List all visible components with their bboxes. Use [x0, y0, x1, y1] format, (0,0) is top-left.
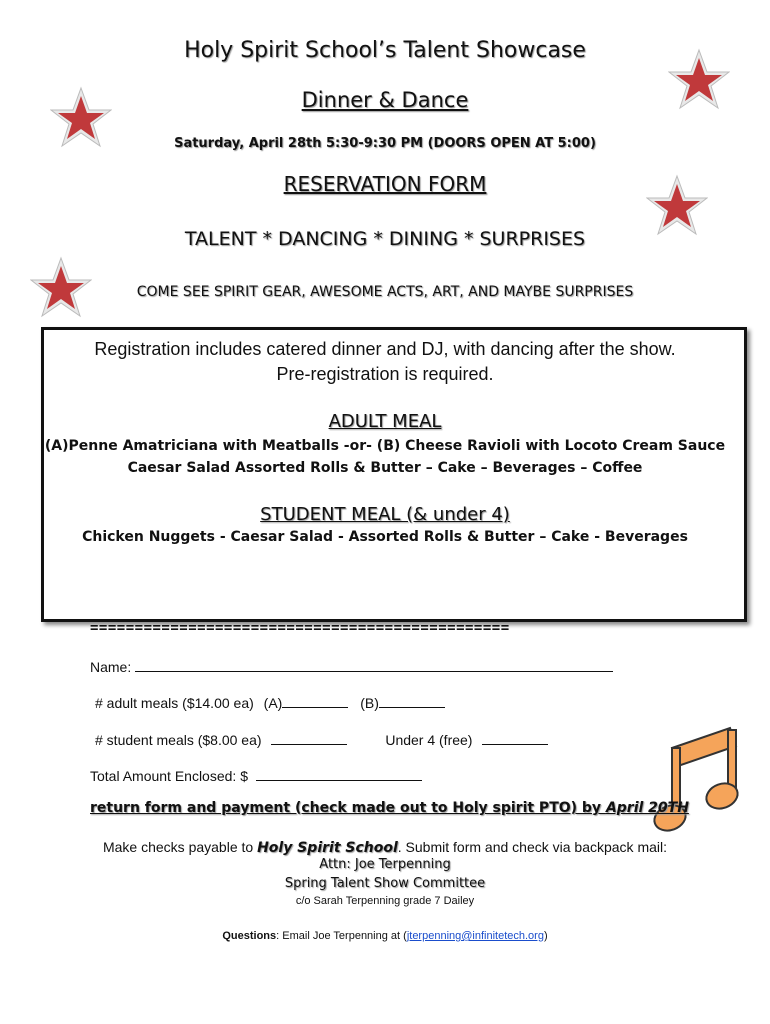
- payable-suffix: . Submit form and check via backpack mail:: [397, 839, 668, 855]
- separator: ===============================================: [90, 620, 510, 636]
- total-field[interactable]: [256, 766, 422, 781]
- questions-text: : Email Joe Terpenning at (: [276, 930, 407, 942]
- come-see-text: COME SEE SPIRIT GEAR, AWESOME ACTS, ART, AND MAYBE SURPRISES: [136, 284, 634, 300]
- option-b-field[interactable]: [379, 693, 445, 708]
- adult-meals-row: [95, 693, 445, 711]
- total-label: Total Amount Enclosed: $: [90, 768, 248, 784]
- name-row: [90, 657, 613, 675]
- return-text: return form and payment (check made out to Holy spirit PTO) by: [90, 800, 606, 816]
- adult-meals-label: # adult meals ($14.00 ea): [95, 695, 254, 711]
- student-meals-label: # student meals ($8.00 ea): [95, 732, 262, 748]
- option-a-field[interactable]: [282, 693, 348, 708]
- student-meal-heading: STUDENT MEAL (& under 4): [260, 504, 510, 525]
- adult-meal-heading: ADULT MEAL: [328, 411, 442, 432]
- return-instructions: [90, 800, 689, 816]
- student-meals-row: [95, 730, 548, 748]
- email-link[interactable]: jterpenning@infinitetech.org: [406, 930, 544, 942]
- page-title: Holy Spirit School’s Talent Showcase: [184, 38, 586, 63]
- return-deadline: April 20TH: [605, 800, 689, 816]
- name-label: Name:: [90, 659, 132, 675]
- registration-line-2: Pre-registration is required.: [276, 364, 494, 384]
- event-subtitle: Dinner & Dance: [301, 88, 469, 112]
- option-b-label: (B): [360, 695, 379, 711]
- music-note-icon: [648, 726, 744, 838]
- adult-meal-options: (A)Penne Amatriciana with Meatballs -or- (B) Cheese Ravioli with Locoto Cream Sauce: [44, 438, 726, 454]
- committee-line: Spring Talent Show Committee: [284, 876, 486, 891]
- tagline: TALENT * DANCING * DINING * SURPRISES: [184, 228, 586, 250]
- under4-field[interactable]: [482, 730, 548, 745]
- student-meals-field[interactable]: [271, 730, 347, 745]
- form-title: RESERVATION FORM: [283, 172, 487, 196]
- option-a-label: (A): [263, 695, 283, 711]
- payable-name: Holy Spirit School: [257, 840, 398, 856]
- questions-line: [0, 930, 770, 942]
- care-of-line: c/o Sarah Terpenning grade 7 Dailey: [295, 895, 475, 907]
- adult-meal-sides: Caesar Salad Assorted Rolls & Butter – Cake – Beverages – Coffee: [127, 460, 643, 476]
- student-meal-items: Chicken Nuggets - Caesar Salad - Assorted Rolls & Butter – Cake - Beverages: [82, 529, 688, 545]
- payable-line: [0, 839, 770, 856]
- registration-line-1: Registration includes catered dinner and DJ, with dancing after the show.: [94, 339, 676, 359]
- attention-line: Attn: Joe Terpenning: [319, 857, 451, 872]
- total-row: [90, 766, 422, 784]
- questions-close: ): [543, 930, 548, 942]
- event-date: Saturday, April 28th 5:30-9:30 PM (DOORS OPEN AT 5:00): [174, 136, 596, 151]
- name-field[interactable]: [135, 657, 613, 672]
- under4-label: Under 4 (free): [385, 732, 473, 748]
- payable-prefix: Make checks payable to: [102, 839, 258, 855]
- questions-label: Questions: [222, 930, 277, 942]
